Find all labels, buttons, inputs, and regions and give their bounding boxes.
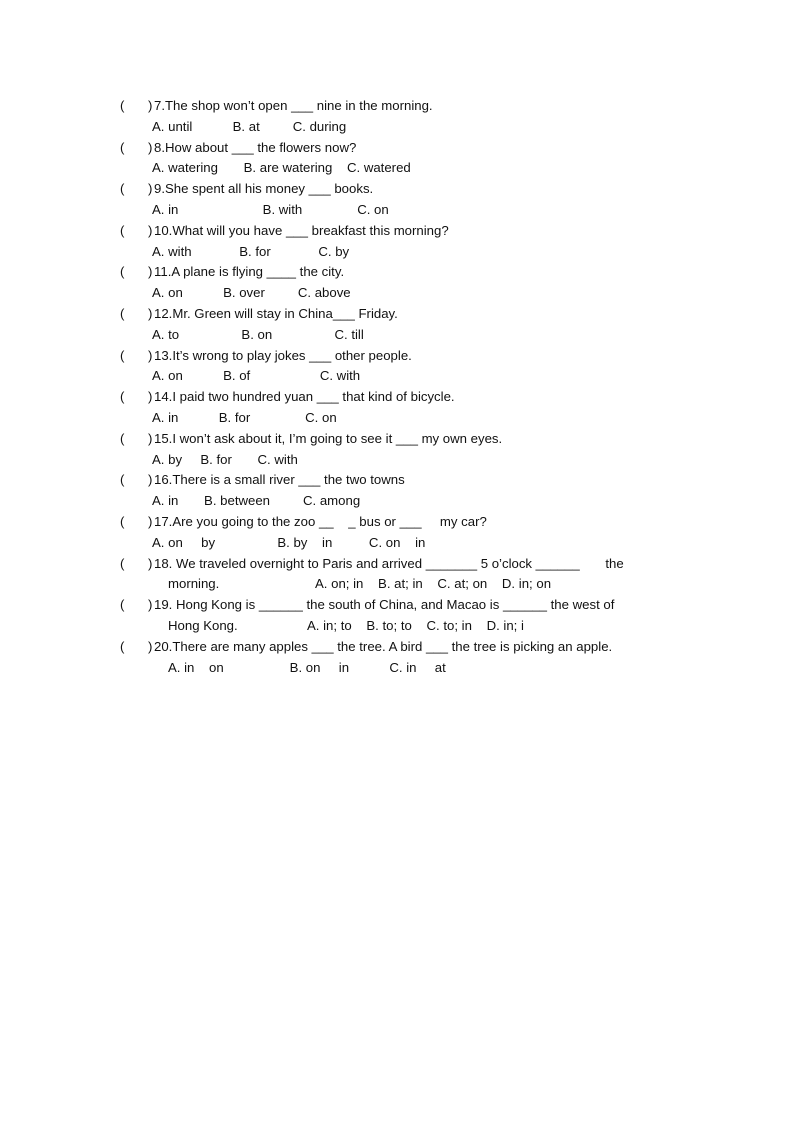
question-stem: 20.There are many apples ___ the tree. A bird ___ the tree is picking an apple. [154,638,613,654]
question-options: A. watering B. are watering C. watered [152,160,411,176]
question-options: A. in B. for C. on [152,409,337,425]
question-options: A. to B. on C. till [152,326,364,342]
answer-paren-close: ) [148,181,153,197]
answer-paren-close: ) [148,139,153,155]
question-options: A. on B. of C. with [152,368,361,384]
question-options: A. on by B. by in C. on in [152,534,426,550]
answer-paren-close: ) [148,389,153,405]
answer-paren-open: ( [120,638,125,654]
question-stem: 13.It’s wrong to play jokes ___ other people. [154,347,412,363]
question-stem: 14.I paid two hundred yuan ___ that kind of bicycle. [154,389,455,405]
answer-paren-open: ( [120,389,125,405]
question-stem: 7.The shop won’t open ___ nine in the morning. [154,98,433,113]
question-stem: 18. We traveled overnight to Paris and arrived _______ 5 o’clock ______ the [154,555,624,571]
answer-paren-open: ( [120,555,125,571]
answer-paren-open: ( [120,139,125,155]
question-options: A. on; in B. at; in C. at; on D. in; on [315,576,552,592]
question-stem: 8.How about ___ the flowers now? [154,139,357,155]
answer-paren-close: ) [148,514,153,529]
question-stem-continuation: morning. [168,576,220,592]
question-20 [120,637,690,762]
answer-paren-close: ) [148,638,153,654]
answer-paren-open: ( [120,472,125,488]
question-options: A. in B. between C. among [152,493,361,509]
answer-paren-close: ) [148,472,153,488]
answer-paren-open: ( [120,597,125,613]
answer-paren-open: ( [120,222,125,238]
question-options: A. in on B. on in C. in at [168,659,446,675]
question-stem: 16.There is a small river ___ the two towns [154,472,405,488]
question-options: A. by B. for C. with [152,451,298,467]
question-stem-continuation: Hong Kong. [168,617,238,633]
answer-paren-open: ( [120,306,125,321]
question-stem: 11.A plane is flying ____ the city. [154,264,345,280]
question-options: A. in B. with C. on [152,201,389,217]
question-stem: 19. Hong Kong is ______ the south of China, and Macao is ______ the west of [154,597,615,613]
answer-paren-open: ( [120,430,125,446]
question-options: A. on B. over C. above [152,285,351,301]
answer-paren-close: ) [148,555,153,571]
answer-paren-close: ) [148,98,153,113]
question-stem: 9.She spent all his money ___ books. [154,181,374,197]
answer-paren-close: ) [148,264,153,280]
question-stem: 15.I won’t ask about it, I’m going to see it ___ my own eyes. [154,430,503,446]
answer-paren-open: ( [120,98,125,113]
answer-paren-close: ) [148,597,153,613]
question-stem: 12.Mr. Green will stay in China___ Friday. [154,306,398,321]
answer-paren-close: ) [148,306,153,321]
answer-paren-close: ) [148,347,153,363]
answer-paren-open: ( [120,264,125,280]
answer-paren-open: ( [120,514,125,529]
answer-paren-close: ) [148,430,153,446]
answer-paren-open: ( [120,347,125,363]
question-stem: 10.What will you have ___ breakfast this morning? [154,222,449,238]
question-options: A. until B. at C. during [152,118,347,134]
question-stem: 17.Are you going to the zoo __ _ bus or ___ my car? [154,514,487,529]
question-options: A. in; to B. to; to C. to; in D. in; i [307,617,524,633]
question-options: A. with B. for C. by [152,243,350,259]
answer-paren-open: ( [120,181,125,197]
answer-paren-close: ) [148,222,153,238]
